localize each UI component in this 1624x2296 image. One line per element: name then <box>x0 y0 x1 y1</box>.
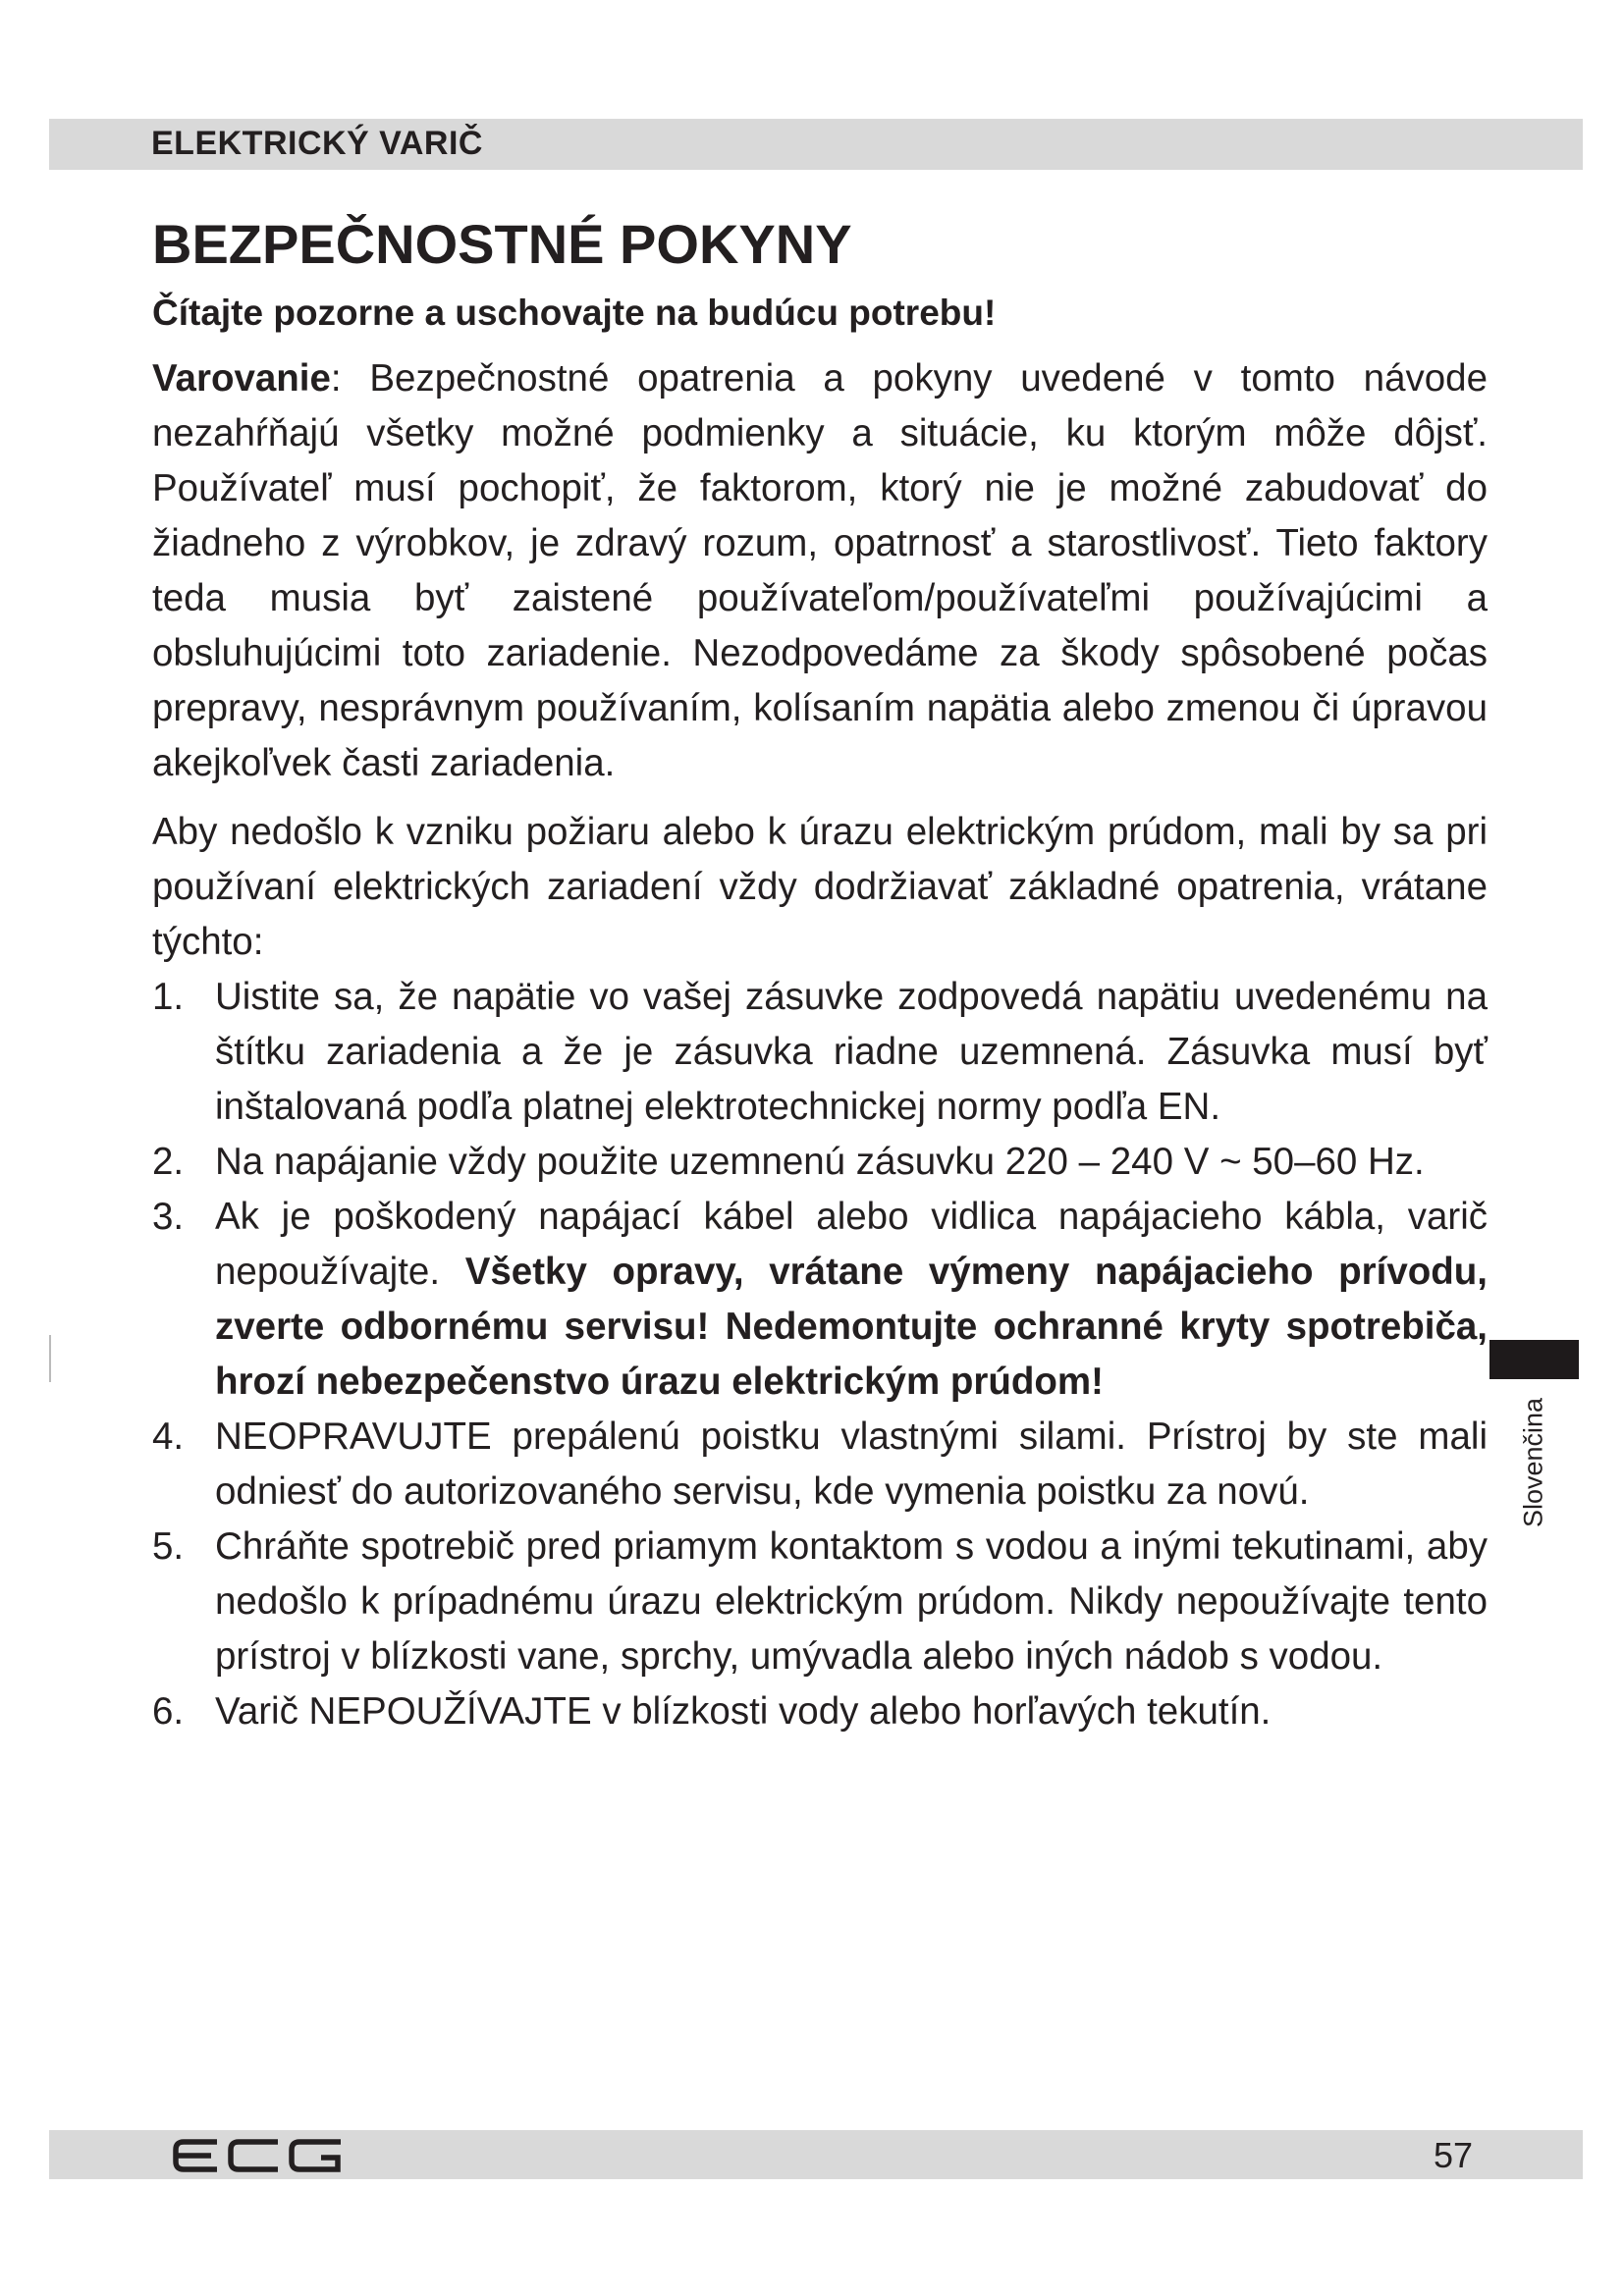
list-item-number: 2. <box>152 1141 185 1184</box>
language-label: Slovenčina <box>1518 1397 1548 1528</box>
content <box>152 211 1488 1739</box>
footer-bar <box>49 2130 1583 2179</box>
list-item <box>152 1190 1488 1410</box>
language-tab <box>1489 1340 1579 1379</box>
header-bar <box>49 119 1583 170</box>
list-item-number: 3. <box>152 1196 185 1239</box>
page-title: BEZPEČNOSTNÉ POKYNY <box>152 213 852 275</box>
list-item <box>152 970 1488 1135</box>
list-item-number: 6. <box>152 1690 185 1734</box>
header-title: ELEKTRICKÝ VARIČ <box>151 125 483 162</box>
intro-paragraph: Aby nedošlo k vzniku požiaru alebo k úrazu elektrickým prúdom, mali by sa pri používaní elektrických zariadení vždy dodržiavať základné opatrenia, vrátane týchto: <box>152 811 1488 964</box>
list-item <box>152 1410 1488 1520</box>
list-item-number: 4. <box>152 1415 185 1459</box>
warning-paragraph <box>152 351 1488 791</box>
rules-list <box>152 970 1488 1739</box>
page-number: 57 <box>1433 2135 1473 2175</box>
warning-text: : Bezpečnostné opatrenia a pokyny uvedené v tomto návode nezahŕňajú všetky možné podmienky a situácie, ku ktorým môže dôjsť. Používateľ musí pochopiť, že faktorom, ktorý nie je možné zabudovať do žiadneho z výrobkov, je zdravý rozum, opatrnosť a starostlivosť. Tieto faktory teda musia byť zaistené používateľom/používateľmi používajúcimi a obsluhujúcimi toto zariadenie. Nezodpovedáme za škody spôsobené počas prepravy, nesprávnym používaním, kolísaním napätia alebo zmenou či úpravou akejkoľvek časti zariadenia. <box>152 357 1488 785</box>
subtitle: Čítajte pozorne a uschovajte na budúcu potrebu! <box>152 293 997 334</box>
list-item <box>152 1135 1488 1190</box>
list-item-number: 5. <box>152 1525 185 1569</box>
list-item-text: Chráňte spotrebič pred priamym kontaktom s vodou a inými tekutinami, aby nedošlo k prípadnému úrazu elektrickým prúdom. Nikdy nepoužívajte tento prístroj v blízkosti vane, sprchy, umývadla alebo iných nádob s vodou. <box>215 1525 1488 1679</box>
margin-mark <box>49 1335 51 1382</box>
list-item-number: 1. <box>152 976 185 1019</box>
list-item <box>152 1684 1488 1739</box>
list-item-text: Na napájanie vždy použite uzemnenú zásuvku 220 – 240 V ~ 50–60 Hz. <box>215 1141 1425 1184</box>
list-item-emphasis: Všetky opravy, vrátane výmeny napájacieho prívodu, zverte odbornému servisu! Nedemontujte ochranné kryty spotrebiča, hrozí nebezpečenstvo úrazu elektrickým prúdom! <box>215 1251 1489 1404</box>
list-item-text: Ak je poškodený napájací kábel alebo vidlica napájacieho kábla, varič nepoužívajte. <box>215 1196 1488 1294</box>
ecg-logo <box>172 2138 349 2173</box>
list-item-text: Uistite sa, že napätie vo vašej zásuvke zodpovedá napätiu uvedenému na štítku zariadenia a že je zásuvka riadne uzemnená. Zásuvka musí byť inštalovaná podľa platnej elektrotechnickej normy podľa EN. <box>215 976 1488 1129</box>
list-item-text: NEOPRAVUJTE prepálenú poistku vlastnými silami. Prístroj by ste mali odniesť do autorizovaného servisu, kde vymenia poistku za novú. <box>215 1415 1488 1514</box>
list-item <box>152 1520 1488 1684</box>
list-item-text: Varič NEPOUŽÍVAJTE v blízkosti vody alebo horľavých tekutín. <box>215 1690 1272 1734</box>
warning-label: Varovanie <box>152 357 331 400</box>
